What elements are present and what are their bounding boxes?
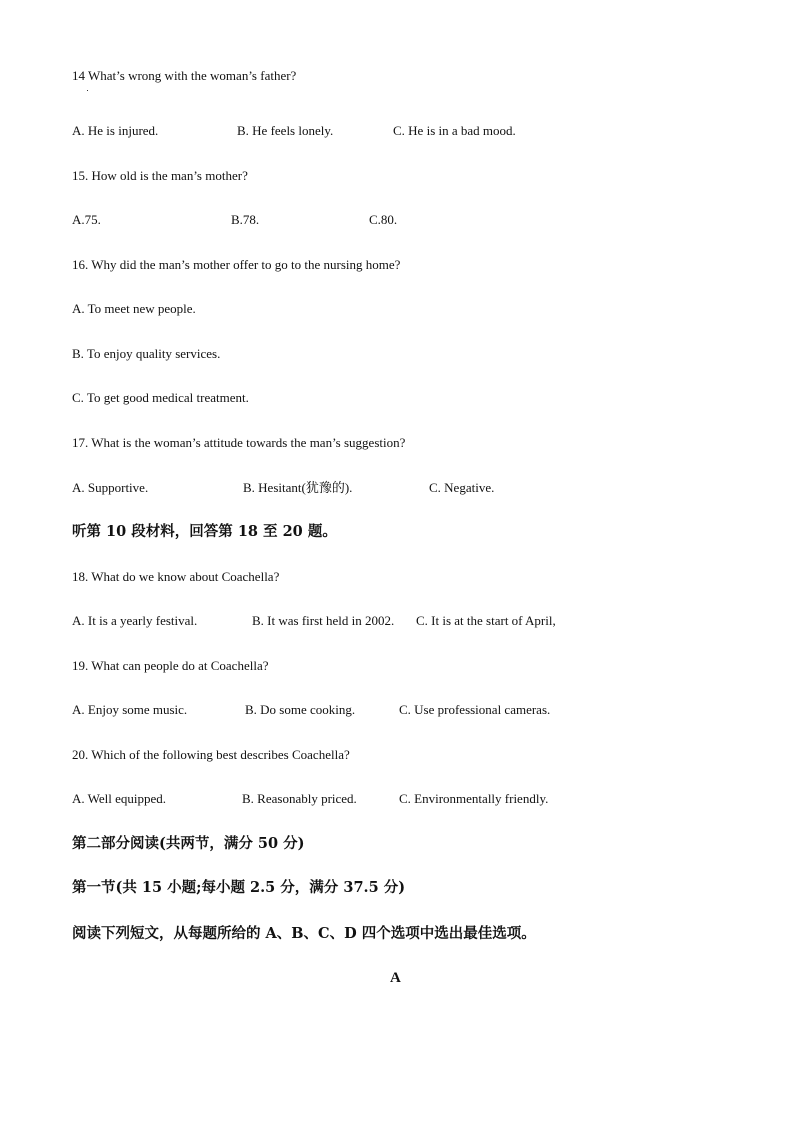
q17-option-b: B. Hesitant(犹豫的). xyxy=(243,480,353,495)
q14-option-a: A. He is injured. xyxy=(72,123,159,138)
listening-section-heading: 听第 10 段材料，回答第 18 至 20 题。 xyxy=(72,523,337,540)
reading-instructions: 阅读下列短文，从每题所给的 A、B、C、D 四个选项中选出最佳选项。 xyxy=(72,925,536,942)
q20-option-a: A. Well equipped. xyxy=(72,791,167,806)
section-one-heading: 第一节(共 15 小题;每小题 2.5 分，满分 37.5 分) xyxy=(72,879,406,896)
q19-option-c: C. Use professional cameras. xyxy=(399,702,551,717)
q17-option-c: C. Negative. xyxy=(429,480,495,495)
passage-label: A xyxy=(390,970,401,986)
q20-option-c: C. Environmentally friendly. xyxy=(399,791,549,806)
question-19-text: 19. What can people do at Coachella? xyxy=(72,658,269,673)
q15-option-c: C.80. xyxy=(369,212,398,227)
question-16-text: 16. Why did the man’s mother offer to go to the nursing home? xyxy=(72,257,401,272)
question-17-text: 17. What is the woman’s attitude towards the man’s suggestion? xyxy=(72,435,406,450)
q16-option-a: A. To meet new people. xyxy=(72,301,196,316)
q14-option-b: B. He feels lonely. xyxy=(237,123,334,138)
q18-option-b: B. It was first held in 2002. xyxy=(252,613,395,628)
q19-option-b: B. Do some cooking. xyxy=(245,702,356,717)
q19-option-a: A. Enjoy some music. xyxy=(72,702,188,717)
q15-option-b: B.78. xyxy=(231,212,260,227)
q20-option-b: B. Reasonably priced. xyxy=(242,791,357,806)
question-14-text: 14 What’s wrong with the woman’s father? xyxy=(72,68,297,83)
q16-option-b: B. To enjoy quality services. xyxy=(72,346,221,361)
q17-option-a: A. Supportive. xyxy=(72,480,149,495)
q16-option-c: C. To get good medical treatment. xyxy=(72,390,249,405)
q18-option-c: C. It is at the start of April, xyxy=(416,613,556,628)
q14-option-c: C. He is in a bad mood. xyxy=(393,123,516,138)
question-20-text: 20. Which of the following best describes Coachella? xyxy=(72,747,350,762)
question-18-text: 18. What do we know about Coachella? xyxy=(72,569,280,584)
part-two-heading: 第二部分阅读(共两节，满分 50 分) xyxy=(72,835,305,852)
stray-mark xyxy=(87,90,88,91)
q15-option-a: A.75. xyxy=(72,212,101,227)
q18-option-a: A. It is a yearly festival. xyxy=(72,613,198,628)
question-15-text: 15. How old is the man’s mother? xyxy=(72,168,248,183)
